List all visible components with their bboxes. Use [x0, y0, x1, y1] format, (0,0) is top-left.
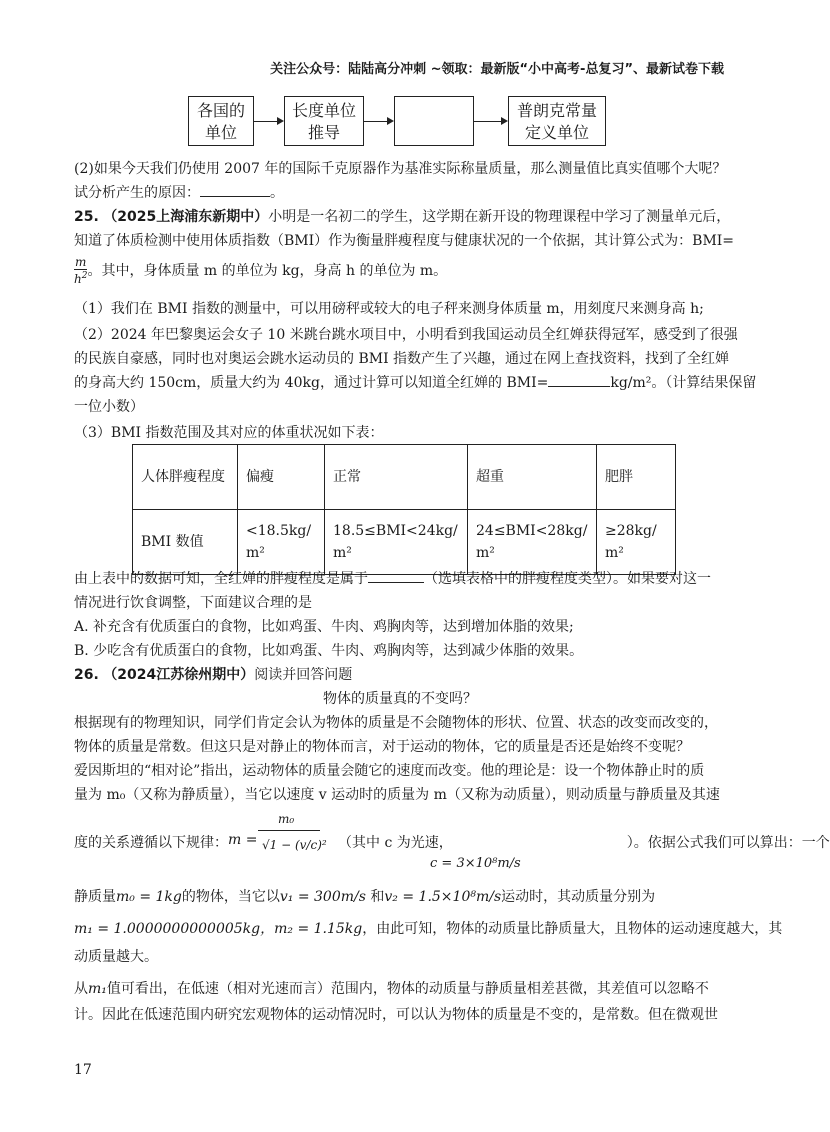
question-number: 26.	[74, 667, 99, 683]
q24-part2-line1: (2)如果今天我们仍使用 2007 年的国际千克原器作为基准实际称量质量，那么测量值比真实值哪个大呢？	[74, 161, 727, 177]
q25-after-l1	[74, 568, 726, 590]
q26-text: 运动时，其动质量分别为	[501, 889, 656, 905]
q26-text: 值可看出，在低速（相对光速而言）范围内，物体的动质量与静质量相差甚微，其差值可以忽略不	[106, 981, 709, 997]
q24-part2-line2	[74, 182, 726, 204]
page-number: 17	[74, 1062, 92, 1078]
q25-p2-l1: （2）2024 年巴黎奥运会女子 10 米跳台跳水项目中，小明看到我国运动员全红婵获得冠军，感受到了很强	[74, 327, 738, 343]
formula-m0: m₀ = 1kg	[116, 889, 182, 905]
formula-v1: v₁ = 300m/s	[279, 889, 366, 905]
q26-text: 阅读并回答问题	[254, 667, 353, 683]
q26-l3: 爱因斯坦的“相对论”指出，运动物体的质量会随它的速度而改变。他的理论是：设一个物体静止时的质	[74, 763, 705, 779]
question-number: 25.	[74, 209, 99, 225]
formula-lhs: m =	[228, 832, 258, 848]
page-header: 关注公众号：陆陆高分冲刺 ~领取：最新版“小中高考-总复习”、最新试卷下载	[270, 62, 724, 77]
formula-top: m₀	[278, 812, 295, 826]
q26-l9	[74, 978, 726, 1000]
flow-box-text: 长度单位	[291, 101, 356, 120]
answer-blank[interactable]	[200, 182, 270, 197]
q26-text: ）。依据公式我们可以算出：一个	[626, 835, 830, 851]
relativistic-mass-formula	[228, 832, 257, 848]
q26-text: 度的关系遵循以下规律：	[74, 835, 228, 851]
q26-text: 的物体，当它以	[181, 889, 280, 905]
q25-after-l2: 情况进行饮食调整，下面建议合理的是	[74, 595, 312, 611]
table-row	[133, 445, 676, 510]
formula-fraction-bar	[258, 830, 320, 831]
q25-p1: （1）我们在 BMI 指数的测量中，可以用磅秤或较大的电子秤来测身体质量 m，用刻度尺来测身高 h;	[74, 301, 704, 317]
flow-arrow	[364, 121, 392, 122]
flow-box-text: 推导	[307, 123, 340, 142]
q26-text: 从	[74, 981, 88, 997]
q26-text: 和	[370, 889, 385, 905]
q25-p3: （3）BMI 指数范围及其对应的体重状况如下表：	[74, 425, 384, 441]
q26-article-title: 物体的质量真的不变吗？	[323, 691, 477, 707]
table-cell: 肥胖	[597, 445, 676, 510]
flow-arrow	[474, 121, 506, 122]
table-cell: ≥28kg/m²	[597, 510, 676, 575]
q25-p2-l3	[74, 372, 757, 394]
bmi-formula	[74, 256, 87, 286]
q25-text: 小明是一名初二的学生，这学期在新开设的物理课程中学习了测量单元后，	[268, 209, 731, 225]
q25-line3	[74, 256, 726, 286]
q26-l7	[74, 918, 783, 940]
formula-v2: v₂ = 1.5×10⁸m/s	[384, 889, 502, 905]
flow-arrow	[254, 121, 282, 122]
q26-l1: 根据现有的物理知识，同学们肯定会认为物体的质量是不会随物体的形状、位置、状态的改变而改变的，	[74, 715, 718, 731]
table-cell: <18.5kg/m²	[238, 510, 325, 575]
formula-denominator	[74, 270, 87, 286]
q25-line2: 知道了体质检测中使用体质指数（BMI）作为衡量胖瘦程度与健康状况的一个依据，其计算公式为：BMI=	[74, 233, 735, 249]
q25-p2-l2: 的民族自豪感，同时也对奥运会跳水运动员的 BMI 指数产生了兴趣，通过在网上查找资料，找到了全红婵	[74, 351, 730, 367]
flow-box-planck	[508, 96, 606, 146]
q25-line1	[74, 206, 731, 228]
flow-box-national-units	[188, 96, 254, 146]
q26-l5	[74, 832, 830, 854]
formula-exponent: 2	[81, 271, 88, 281]
formula-root-text: 1 − (v/c)²	[269, 838, 327, 852]
flow-box-text: 定义单位	[524, 123, 589, 142]
flow-box-blank	[394, 96, 474, 146]
table-cell: 超重	[468, 445, 597, 510]
q24-text: 。	[270, 185, 284, 201]
bmi-table	[132, 444, 676, 575]
q26-l6	[74, 886, 726, 908]
table-cell: BMI 数值	[133, 510, 238, 575]
table-row	[133, 510, 676, 575]
q26-l4: 量为 m₀（又称为静质量），当它以速度 v 运动时的质量为 m（又称为动质量），则动质量与静质量及其速	[74, 787, 720, 803]
formula-m1: m₁	[88, 981, 107, 997]
flow-box-length-unit	[284, 96, 364, 146]
q26-l8: 动质量越大。	[74, 949, 158, 965]
formula-numerator: m	[75, 255, 87, 269]
flow-box-text: 普朗克常量	[516, 101, 597, 120]
table-cell: 正常	[325, 445, 468, 510]
q25-option-a: A. 补充含有优质蛋白的食物，比如鸡蛋、牛肉、鸡胸肉等，达到增加体脂的效果;	[74, 619, 574, 635]
flow-diagram	[188, 96, 668, 148]
q26-line1	[74, 664, 726, 686]
answer-blank[interactable]	[548, 372, 610, 387]
table-cell: 偏瘦	[238, 445, 325, 510]
q26-text: 静质量	[74, 889, 116, 905]
flow-box-text: 单位	[204, 123, 237, 142]
q24-text: 试分析产生的原因：	[74, 185, 200, 201]
q26-text: ，由此可知，物体的动质量比静质量大，且物体的运动速度越大，其	[362, 921, 783, 937]
formula-m1-m2: m₁ = 1.0000000000005kg，m₂ = 1.15kg	[74, 921, 363, 937]
table-cell: 人体胖瘦程度	[133, 445, 238, 510]
q25-text: 的身高大约 150cm，质量大约为 40kg，通过计算可以知道全红婵的 BMI=	[74, 375, 549, 391]
light-speed: c = 3×10⁸m/s	[430, 856, 521, 871]
question-source: （2025上海浦东新期中）	[103, 209, 269, 225]
q26-l2: 物体的质量是常数。但这只是对静止的物体而言，对于运动的物体，它的质量是否还是始终不变呢？	[74, 739, 690, 755]
q26-l10: 计。因此在低速范围内研究宏观物体的运动情况时，可以认为物体的质量是不变的，是常数。但在微观世	[74, 1007, 718, 1023]
q25-text: 由上表中的数据可知，全红婵的胖瘦程度是属于	[74, 571, 368, 587]
flow-box-text: 各国的	[196, 101, 245, 120]
q25-text: kg/m²。（计算结果保留	[610, 375, 757, 391]
formula-h: h	[74, 272, 82, 286]
q25-text: （选填表格中的胖瘦程度类型）。如果要对这一	[424, 571, 711, 587]
formula-root: √1 − (v/c)²	[262, 838, 327, 852]
table-cell: 24≤BMI<28kg/m²	[468, 510, 597, 575]
question-source: （2024江苏徐州期中）	[103, 667, 255, 683]
answer-blank[interactable]	[368, 568, 424, 583]
q26-text: （其中 c 为光速，	[338, 835, 453, 851]
q25-text: 。其中，身体质量 m 的单位为 kg，身高 h 的单位为 m。	[87, 263, 448, 279]
q25-p2-l4: 一位小数）	[74, 399, 144, 415]
q25-option-b: B. 少吃含有优质蛋白的食物，比如鸡蛋、牛肉、鸡胸肉等，达到减少体脂的效果。	[74, 643, 584, 659]
table-cell: 18.5≤BMI<24kg/m²	[325, 510, 468, 575]
